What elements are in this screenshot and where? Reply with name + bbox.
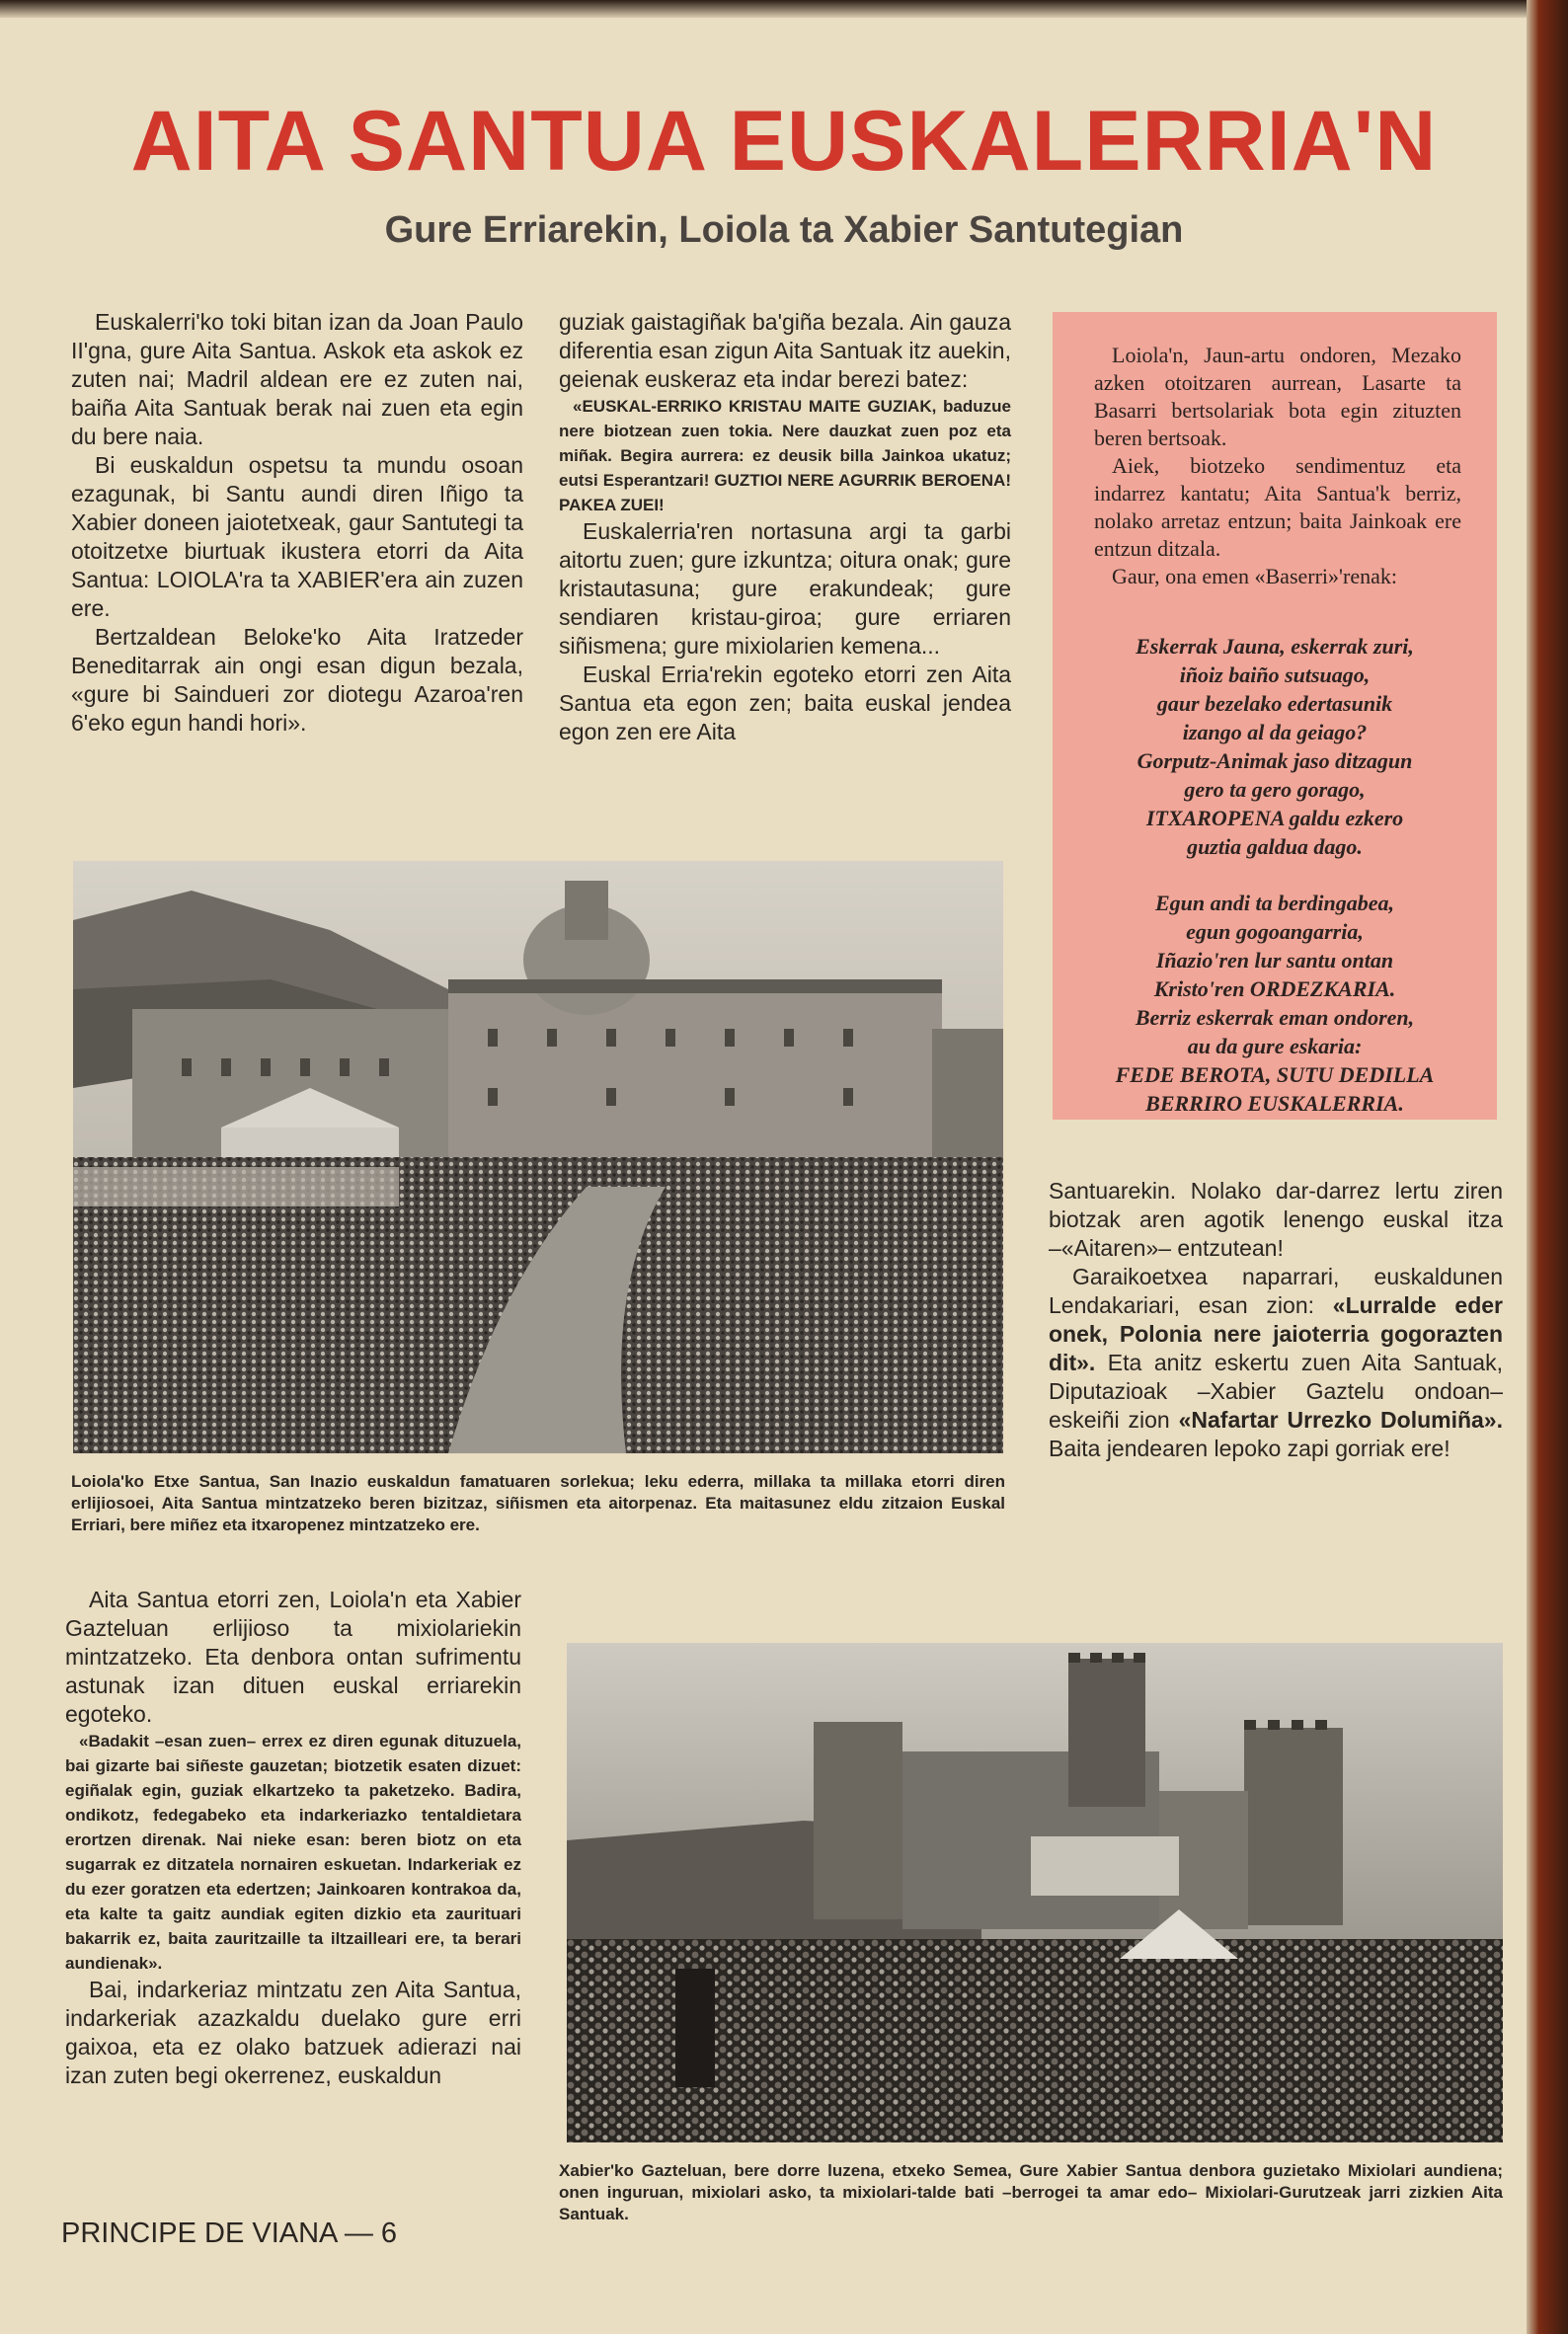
text-column-1-bottom xyxy=(65,1586,521,2090)
paragraph: Aita Santua etorri zen, Loiola'n eta Xabier Gazteluan erlijioso ta mixiolariekin mintzatzeko. Eta denbora ontan sufrimentu astunak izan dituen euskal erriarekin egoteko. xyxy=(65,1587,521,1727)
verse-line: gero ta gero gorago, xyxy=(1184,777,1366,802)
quote-paragraph: «Badakit –esan zuen– errex ez diren egunak dituzuela, bai gizarte bai siñeste gauzetan; biotzetik esaten dizuet: egiñalak egin, guziak elkartzeko ta paketzeko. Badira, ondikotz, fedegabeko eta indarkeriazko tentaldietara erortzen direnak. Nai nieke esan: beren biotz on eta sugarrak ez ditzatela nornairen eskuetan. Indarkeriak ez du ezer goratzen eta edertzen; Jainkoaren kontrakoa da, eta kalte ta gaitz aundiak egiten dizkio eta zaurituari bakarrik ez, baita zauritzaille ta iltzailleari ere, ta berari aundienak». xyxy=(65,1732,521,1973)
verse-line: Berriz eskerrak eman ondoren, xyxy=(1135,1005,1415,1030)
text-run: Eta anitz eskertu zuen Aita Santuak, Diputazioak –Xabier Gaztelu ondoan– eskeiñi zion xyxy=(1049,1350,1503,1433)
paragraph: Bi euskaldun ospetsu ta mundu osoan ezagunak, bi Santu aundi diren Iñigo ta Xabier doneen jaiotetxeak, gaur Santutegi ta otoitzetxe biurtuak ikustera etorri da Aita Santua: LOIOLA'ra ta XABIER'era ain zuzen ere. xyxy=(71,452,523,621)
verse-line: iñoiz baiño sutsuago, xyxy=(1179,662,1371,687)
paragraph: Santuarekin. Nolako dar-darrez lertu ziren biotzak aren agotik lenengo euskal itza –«Aitaren»– entzutean! xyxy=(1049,1178,1503,1261)
page-footer: PRINCIPE DE VIANA — 6 xyxy=(61,2217,398,2249)
text-run: Baita jendearen lepoko zapi gorriak ere! xyxy=(1049,1436,1450,1461)
bold-quote: «Nafartar Urrezko Dolumiña». xyxy=(1178,1407,1503,1433)
verse-line: au da gure eskaria: xyxy=(1187,1034,1363,1058)
paragraph: Bertzaldean Beloke'ko Aita Iratzeder Beneditarrak ain ongi esan digun bezala, «gure bi Saindueri zor diotegu Azaroa'ren 6'eko egun handi hori». xyxy=(71,624,523,736)
paragraph: Aiek, biotzeko sendimentuz eta indarrez kantatu; Aita Santua'k berriz, nolako arretaz entzun; baita Jainkoak ere entzun ditzala. xyxy=(1094,453,1461,561)
verse-line: Gorputz-Animak jaso ditzagun xyxy=(1137,748,1413,773)
verse-line: Eskerrak Jauna, eskerrak zuri, xyxy=(1136,634,1414,659)
verse-stanza-1 xyxy=(1053,632,1497,861)
loiola-photo xyxy=(73,861,1003,1453)
paragraph: Bai, indarkeriaz mintzatu zen Aita Santua, indarkeriak azazkaldu duelako gure erri gaixoa, eta ez olako batzuek adierazi nai izan zuten begi okerrenez, euskaldun xyxy=(65,1977,521,2088)
verse-line: egun gogoangarria, xyxy=(1186,919,1364,944)
paragraph: Euskalerria'ren nortasuna argi ta garbi aitortu zuen; gure izkuntza; oitura onak; gure kristautasuna; gure erakundeak; gure sendiaren kristau-giroa; gure erriaren siñismena; gure mixiolarien kemena... xyxy=(559,518,1011,659)
paragraph: Gaur, ona emen «Baserri»'renak: xyxy=(1112,564,1397,588)
text-column-2 xyxy=(559,308,1011,746)
page-binding-edge xyxy=(1527,0,1568,2334)
verse-line: izango al da geiago? xyxy=(1182,720,1368,744)
text-column-3 xyxy=(1049,1177,1503,1463)
verse-line: Kristo'ren ORDEZKARIA. xyxy=(1153,976,1396,1001)
verse-line: Iñazio'ren lur santu ontan xyxy=(1155,948,1394,972)
page-top-shadow xyxy=(0,0,1527,18)
sidebar-intro xyxy=(1094,342,1461,590)
verse-line: BERRIRO EUSKALERRIA. xyxy=(1145,1091,1404,1116)
loiola-photo-caption: Loiola'ko Etxe Santua, San Inazio euskaldun famatuaren sorlekua; leku ederra, millaka ta millaka etorri diren erlijiosoei, Aita Santua mintzatzeko beren bizitzaz, siñismen eta aitorpenaz. Eta maitasunez eldu zitzaion Euskal Erriari, bere miñez eta itxaropenez mintzatzeko ere. xyxy=(71,1472,1005,1534)
paragraph xyxy=(1049,1263,1503,1463)
paragraph: Euskal Erria'rekin egoteko etorri zen Aita Santua eta egon zen; baita euskal jendea egon zen ere Aita xyxy=(559,661,1011,744)
text-column-1 xyxy=(71,308,523,738)
paragraph: guziak gaistagiñak ba'giña bezala. Ain gauza diferentia esan zigun Aita Santuak itz auekin, geienak euskeraz eta indar berezi batez: xyxy=(559,309,1011,392)
verse-stanza-2 xyxy=(1053,889,1497,1118)
verse-line: Egun andi ta berdingabea, xyxy=(1154,891,1395,915)
verse-line: ITXAROPENA galdu ezkero xyxy=(1145,806,1404,830)
paragraph: Euskalerri'ko toki bitan izan da Joan Paulo II'gna, gure Aita Santua. Askok eta askok ez zuten nai; Madril aldean ere ez zuten nai, baiña Aita Santuak berak nai zuen eta egin du bere naia. xyxy=(71,309,523,449)
paragraph: Loiola'n, Jaun-artu ondoren, Mezako azken otoitzaren aurrean, Lasarte ta Basarri bertsolariak bota egin zituzten beren bertsoak. xyxy=(1094,343,1461,450)
bold-quote: «Lurralde eder onek, Polonia nere jaioterria gogorazten dit». xyxy=(1049,1292,1503,1375)
quote-paragraph: «EUSKAL-ERRIKO KRISTAU MAITE GUZIAK, baduzue nere biotzean zuen tokia. Nere dauzkat zuen poz eta miñak. Begira aurrera: ez deusik billa Jainkoa ukatuz; eutsi Esperantzari! GUZTIOI NERE AGURRIK BEROENA! PAKEA ZUEI! xyxy=(559,397,1011,514)
verse-line: gaur bezelako edertasunik xyxy=(1156,691,1393,716)
verse-line: guztia galdua dago. xyxy=(1187,834,1363,859)
text-run: Garaikoetxea naparrari, euskaldunen Lendakariari, esan zion: xyxy=(1049,1264,1503,1318)
page-subtitle: Gure Erriarekin, Loiola ta Xabier Santutegian xyxy=(384,209,1184,251)
xabier-photo-caption: Xabier'ko Gazteluan, bere dorre luzena, etxeko Semea, Gure Xabier Santua denbora guzietako Mixiolari aundiena; onen inguruan, mixiolari asko, ta mixiolari-talde bati –berrogei ta amar edo– Mixiolari-Gurutzeak jarri zizkien Aita Santuak. xyxy=(559,2161,1503,2223)
xabier-castle-photo xyxy=(567,1643,1503,2142)
page-title: AITA SANTUA EUSKALERRIA'N xyxy=(130,94,1438,189)
bertso-sidebar-box xyxy=(1053,312,1497,1120)
verse-line: FEDE BEROTA, SUTU DEDILLA xyxy=(1115,1062,1435,1087)
